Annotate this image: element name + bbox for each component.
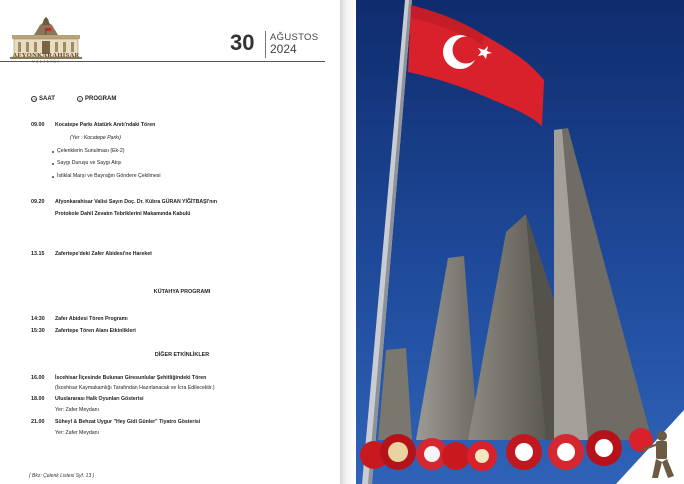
event-title: Afyonkarahisar Valisi Sayın Doç. Dr. Kübra GÜRAN YİĞİTBAŞI'nın [55,199,217,205]
time-header-label: SAAT [39,96,55,102]
event-time: 21.00 [31,419,45,425]
event-time: 15:30 [31,328,45,334]
event-note: (İscehisar Kaymakamlığı Tarafından Hazırlanacak ve İcra Edilecektir.) [55,385,215,391]
event-item: Çelenklerin Sunulması (Ek-2) [57,148,125,154]
bullet-icon [52,163,54,165]
event-item: İstiklal Marşı ve Bayrağın Göndere Çekilmesi [57,173,161,179]
event-title: Uluslararası Halk Oyunları Gösterisi [55,396,144,402]
time-column-header [31,96,55,102]
left-page [0,0,340,484]
event-title: Zafertepe'deki Zafer Abidesi'ne Hareket [55,251,152,257]
clock-icon: ◷ [32,97,36,102]
program-header-label: PROGRAM [85,96,117,102]
program-column-header [77,96,116,102]
bullet-icon [52,176,54,178]
header-rule [0,61,325,62]
logo-title: AFYONKARAHİSAR [12,52,80,59]
event-title: İscehisar İlçesinde Bulunan Giresunlular Şehitliğindeki Tören [55,375,207,381]
victory-monument-flag-photo [356,0,684,484]
event-item: Saygı Duruşu ve Saygı Atışı [57,160,122,166]
event-place: Yer: Zafer Meydanı [55,430,99,436]
book-spine [340,0,356,484]
date-divider [265,31,266,58]
event-place: Yer: Zafer Meydanı [55,407,99,413]
section-title-other-events: DİĞER ETKİNLİKLER [154,352,210,358]
event-title: Süheyl & Behzat Uygur "Hey Gidi Günler" Tiyatro Gösterisi [55,419,201,425]
date-year: 2024 [270,42,297,56]
list-icon: ≡ [78,97,82,102]
event-time: 09.00 [31,122,45,128]
event-time: 09.20 [31,199,45,205]
event-place: (Yer : Kocatepe Parkı) [70,135,122,141]
event-title: Zafer Abidesi Tören Programı [55,316,128,322]
event-time: 18.00 [31,396,45,402]
section-title-kutahya: KÜTAHYA PROGRAMI [153,289,211,295]
event-title-continued: Protokole Dahil Zevatın Tebriklerini Makamında Kabulü [55,211,191,217]
date-month: AĞUSTOS [270,32,319,43]
right-page [356,0,684,484]
bullet-icon [52,151,54,153]
event-time: 14:30 [31,316,45,322]
event-time: 16.00 [31,375,45,381]
date-day: 30 [230,30,255,55]
event-time: 13.15 [31,251,45,257]
event-title: Kocatepe Parkı Atatürk Anıtı'ndaki Tören [55,122,156,128]
footnote: ( Bkz: Çelenk Listesi Syf. 13 ) [29,473,95,479]
event-title: Zafertepe Tören Alanı Etkinlikleri [55,328,136,334]
